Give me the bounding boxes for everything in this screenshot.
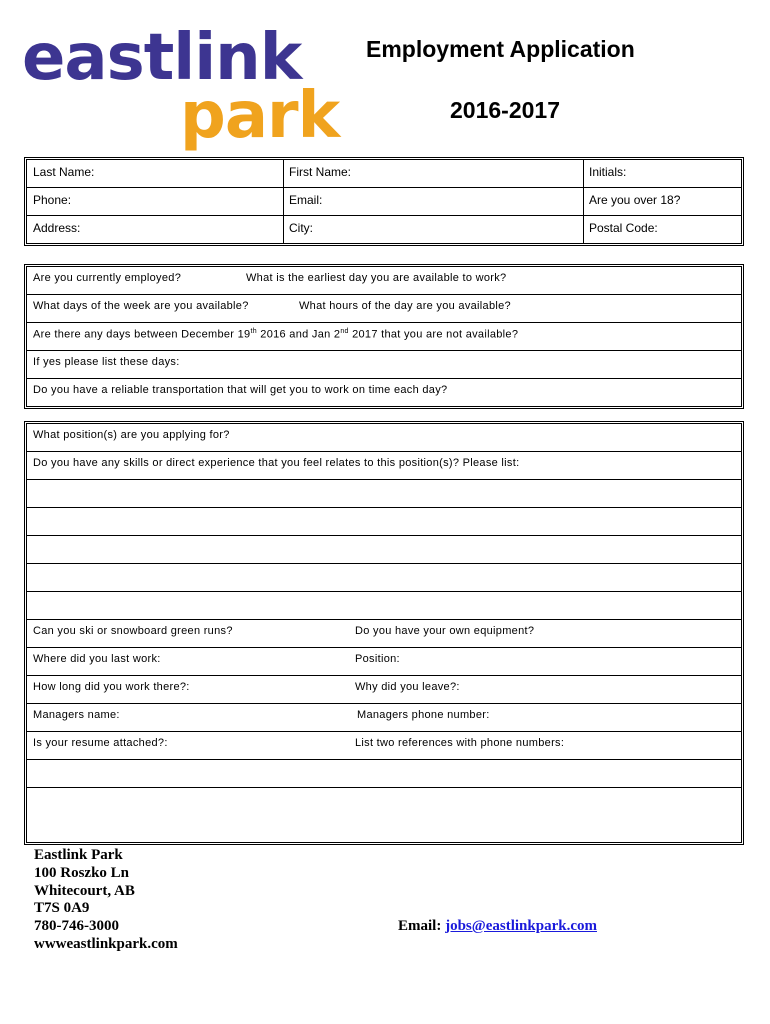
blank-line[interactable] <box>27 536 741 564</box>
currently-employed-label: Are you currently employed? <box>33 272 182 284</box>
table-row <box>27 452 741 480</box>
table-row <box>27 295 741 323</box>
table-row <box>27 424 741 452</box>
holiday-availability-label: Are there any days between December 19th 2016 and Jan 2nd 2017 that you are not available? <box>33 328 519 341</box>
skills-label: Do you have any skills or direct experience that you feel relates to this position(s)? Please list: <box>33 457 520 469</box>
over-18-label: Are you over 18? <box>589 193 681 207</box>
table-row <box>27 160 741 188</box>
table-row <box>27 267 741 295</box>
hours-available-label: What hours of the day are you available? <box>299 300 511 312</box>
logo-eastlink-text: eastlink <box>22 21 302 95</box>
availability-table <box>24 264 744 409</box>
last-work-label: Where did you last work: <box>33 653 161 665</box>
table-row <box>27 704 741 732</box>
postal-code: T7S 0A9 <box>34 900 90 917</box>
company-name: Eastlink Park <box>34 847 123 863</box>
email-label: Email: <box>289 193 323 207</box>
table-row <box>27 351 741 379</box>
city-label: City: <box>289 221 313 235</box>
references-label: List two references with phone numbers: <box>355 737 565 749</box>
contact-address <box>34 847 178 954</box>
position-experience-table <box>24 421 744 845</box>
postal-code-label: Postal Code: <box>589 221 658 235</box>
transportation-label: Do you have a reliable transportation that will get you to work on time each day? <box>33 384 448 396</box>
table-row <box>27 676 741 704</box>
first-name-label: First Name: <box>289 165 352 179</box>
why-leave-label: Why did you leave?: <box>355 681 460 693</box>
blank-line[interactable] <box>27 760 741 788</box>
page-year: 2016-2017 <box>450 97 560 123</box>
ski-label: Can you ski or snowboard green runs? <box>33 625 233 637</box>
table-row <box>27 620 741 648</box>
initials-label: Initials: <box>589 165 627 179</box>
email-link[interactable]: jobs@eastlinkpark.com <box>445 918 597 934</box>
contact-email <box>398 918 597 935</box>
managers-name-label: Managers name: <box>33 709 120 721</box>
address-label: Address: <box>33 221 81 235</box>
table-row <box>27 216 741 243</box>
page-title: Employment Application <box>366 36 635 62</box>
table-row <box>27 379 741 406</box>
city-province: Whitecourt, AB <box>34 882 135 899</box>
blank-line[interactable] <box>27 480 741 508</box>
resume-label: Is your resume attached?: <box>33 737 168 749</box>
phone-number: 780-746-3000 <box>34 918 119 935</box>
eastlink-park-logo <box>22 21 340 162</box>
how-long-label: How long did you work there?: <box>33 681 190 693</box>
table-row <box>27 648 741 676</box>
last-name-label: Last Name: <box>33 165 95 179</box>
table-row <box>27 732 741 760</box>
website: wwweastlinkpark.com <box>34 935 178 952</box>
earliest-day-label: What is the earliest day you are available to work? <box>246 272 507 284</box>
blank-line[interactable] <box>27 788 741 816</box>
street-address: 100 Roszko Ln <box>34 864 130 881</box>
personal-info-table <box>24 157 744 246</box>
list-days-label: If yes please list these days: <box>33 356 180 368</box>
table-row <box>27 188 741 216</box>
managers-phone-label: Managers phone number: <box>357 709 490 721</box>
logo-park-text: park <box>180 79 340 153</box>
days-available-label: What days of the week are you available? <box>33 300 249 312</box>
equipment-label: Do you have your own equipment? <box>355 625 535 637</box>
blank-line[interactable] <box>27 508 741 536</box>
position-label: Position: <box>355 653 400 665</box>
blank-line[interactable] <box>27 592 741 620</box>
phone-label: Phone: <box>33 193 72 207</box>
positions-label: What position(s) are you applying for? <box>33 429 230 441</box>
blank-line[interactable] <box>27 564 741 592</box>
table-row <box>27 323 741 351</box>
email-label-text: Email: <box>398 918 446 934</box>
